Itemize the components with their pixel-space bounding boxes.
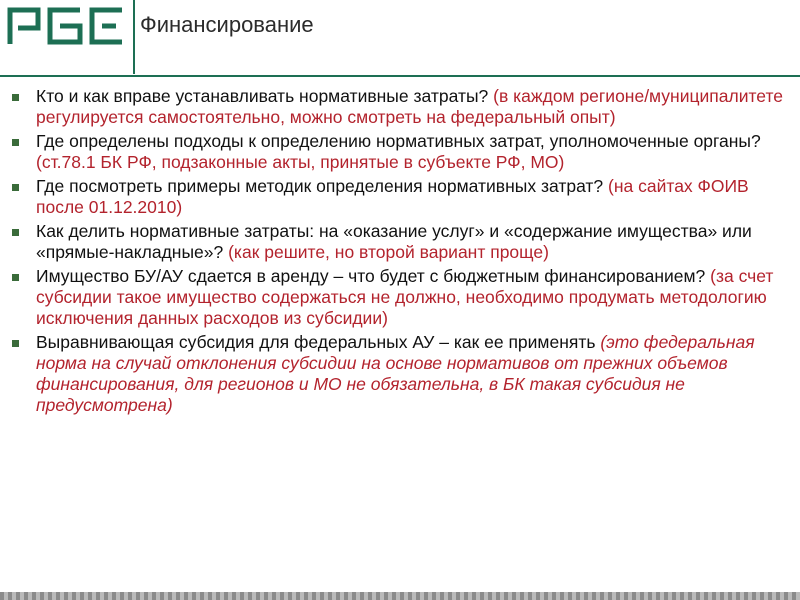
rbs-logo-icon xyxy=(4,4,130,70)
square-bullet-icon xyxy=(12,94,19,101)
list-item: Кто и как вправе устанавливать нормативные затраты? (в каждом регионе/муниципалитете регулируется самостоятельно, можно смотреть на федеральный опыт) xyxy=(0,86,800,128)
logo-divider xyxy=(133,0,135,74)
list-item: Где определены подходы к определению нормативных затрат, уполномоченные органы? (ст.78.1 БК РФ, подзаконные акты, принятые в субъекте РФ, МО) xyxy=(0,131,800,173)
organization-logo xyxy=(4,4,130,70)
bullet-list xyxy=(0,86,800,419)
page-title: Финансирование xyxy=(140,12,314,37)
list-item: Имущество БУ/АУ сдается в аренду – что будет с бюджетным финансированием? (за счет субсидии такое имущество содержаться не должно, необходимо продумать методологию исключения данных расходов из субсидии) xyxy=(0,266,800,329)
list-item: Как делить нормативные затраты: на «оказание услуг» и «содержание имущества» или «прямые-накладные»? (как решите, но второй вариант проще) xyxy=(0,221,800,263)
square-bullet-icon xyxy=(12,229,19,236)
slide-header xyxy=(0,0,800,78)
list-item: Выравнивающая субсидия для федеральных АУ – как ее применять (это федеральная норма на случай отклонения субсидии на основе нормативов от прежних объемов финансирования, для регионов и МО не обязательна, в БК такая субсидия не предусмотрена) xyxy=(0,332,800,416)
header-rule xyxy=(0,75,800,77)
footer-bar xyxy=(0,592,800,600)
square-bullet-icon xyxy=(12,184,19,191)
list-item: Где посмотреть примеры методик определения нормативных затрат? (на сайтах ФОИВ после 01.12.2010) xyxy=(0,176,800,218)
square-bullet-icon xyxy=(12,139,19,146)
square-bullet-icon xyxy=(12,340,19,347)
square-bullet-icon xyxy=(12,274,19,281)
